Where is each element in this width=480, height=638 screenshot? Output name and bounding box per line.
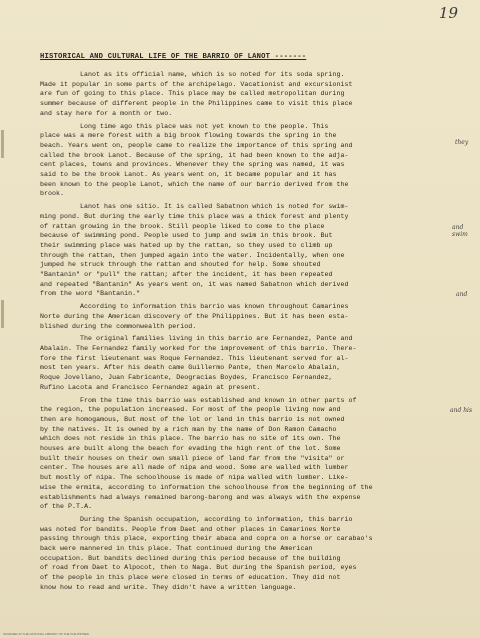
text-line: Lanot as its official name, which is so noted for its soda spring.: [80, 71, 345, 78]
text-line: Abalain. The Fernandez family worked for the improvement of this barrio. There-: [40, 344, 357, 352]
text-line: brook.: [40, 190, 65, 198]
margin-note: and: [456, 291, 468, 298]
paragraph: [40, 396, 476, 512]
paragraph: [40, 122, 476, 200]
text-line: Lanot has one sitio. It is called Sabatnon which is noted for swim-: [80, 203, 349, 211]
text-line: According to information this barrio was known throughout Camarines: [80, 303, 349, 311]
text-line: because of swimming pond. People used to jump and swim in this brook. But: [40, 232, 333, 240]
text-line: Roque Jovellano, Juan Fabricante, Deogracias Boydes, Francisco Fernandez,: [40, 374, 333, 382]
document-body: [40, 70, 476, 596]
text-line: most ten years. After his death came Guillermo Pante, then Marcelo Abalain,: [40, 364, 341, 372]
paragraph: [40, 515, 476, 593]
text-line: by the natives. It is owned by a rich man by the name of Don Ramon Camacho: [40, 425, 337, 433]
text-line: jumped he struck through the rattan and shouted for help. Some shouted: [40, 261, 321, 269]
text-line: of road from Daet to Alpocot, then to Naga. But during the Spanish period, eyes: [40, 564, 357, 572]
text-line: wise the ermita, according to information the schoolhouse from the beginning of the: [40, 483, 373, 491]
text-line: summer because of different people in the Philippines came to visit this place: [40, 100, 353, 108]
text-line: beach. Years went on, people came to realize the importance of this spring and: [40, 141, 353, 149]
margin-note: and his: [450, 407, 473, 414]
text-line: their swimming place was hated up by the rattan, so they used to climb up: [40, 241, 333, 249]
scan-footer: SCANNED AT THE NATIONAL LIBRARY OF THE PHILIPPINES: [3, 632, 89, 636]
text-line: Rufino Lacota and Francisco Fernandez again at present.: [40, 383, 261, 391]
text-line: "Bantanin" or "pull" the rattan; after the incident, it has been repeated: [40, 271, 333, 279]
text-line: fore the first lieutenant was Roque Fernandez. This lieutenant served for al-: [40, 354, 349, 362]
text-line: back were mannered in this place. That continued during the American: [40, 545, 313, 553]
text-line: houses are built along the beach for evading the high rent of the lot. Some: [40, 445, 341, 453]
text-line: which does not reside in this place. The barrio has no site of its own. The: [40, 435, 341, 443]
paragraph: [40, 302, 476, 331]
text-line: of the people in this place were closed in terms of education. They did not: [40, 574, 341, 582]
scan-edge-mark: [1, 130, 4, 158]
text-line: and stay here for a month or two.: [40, 109, 173, 117]
text-line: From the time this barrio was established and known in other parts of: [80, 396, 357, 404]
text-line: The original families living in this barrio are Fernandez, Pante and: [80, 335, 353, 343]
text-line: but mostly of nipa. The schoolhouse is made of nipa walled with lumber. Like-: [40, 474, 349, 482]
text-line: said to be the brook Lanot. As years went on, it became popular and it has: [40, 171, 337, 179]
text-line: center. The houses are all made of nipa and wood. Some are walled with lumber: [40, 464, 349, 472]
page-number: 19: [438, 4, 458, 22]
text-line: Long time ago this place was not yet known to the people. This: [80, 122, 329, 130]
text-line: ming pond. But during the early time this place was a thick forest and plenty: [40, 212, 349, 220]
text-line: place was a mere forest with a big brook flowing towards the spring in the: [40, 132, 337, 140]
text-line: and repeated "Bantanin" As years went on, it was named Sabatnon which derived: [40, 280, 349, 288]
text-line: through the rattan, then jumped again into the water. Incidentally, when one: [40, 251, 345, 259]
text-line: establishments had always remained barong-barong and was always with the expense: [40, 493, 361, 501]
text-line: been known to the people Lanot, which the name of our barrio derived from the: [40, 180, 349, 188]
text-line: Made it popular in some parts of the archipelago. Vacationist and excursionist: [40, 80, 353, 88]
text-line: called the brook Lanot. Because of the spring, it had been known to the adja-: [40, 151, 349, 159]
text-line: blished during the commonwealth period.: [40, 322, 197, 330]
text-line: then are homogamous, But most of the lot or land in this barrio is not owned: [40, 415, 345, 423]
paragraph: [40, 334, 476, 392]
text-line: passing through this place, exporting their abaca and copra on a horse or carabao's: [40, 535, 373, 543]
text-line: During the Spanish occupation, according to information, this barrio: [80, 515, 353, 523]
text-line: the region, the population increased. For most of the people living now and: [40, 406, 341, 414]
text-line: was noted for bandits. People from Daet and other places in Camarines Norte: [40, 525, 341, 533]
paragraph: [40, 202, 476, 299]
text-line: are fun of going to this place. This place may be called metropolitan during: [40, 90, 345, 98]
margin-note: they: [455, 139, 469, 146]
scan-edge-mark: [1, 300, 4, 328]
document-title: HISTORICAL AND CULTURAL LIFE OF THE BARRIO OF LANOT -------: [40, 53, 307, 61]
paragraph: [40, 70, 476, 119]
margin-note: and swim: [452, 224, 468, 238]
text-line: Norte during the American discovery of the Philippines. But it has been esta-: [40, 312, 349, 320]
text-line: cent places, towns and provinces. Whenever they the spring was named, it was: [40, 161, 345, 169]
text-line: of rattan growing in the brook. Still people liked to come to the place: [40, 222, 325, 230]
text-line: of the P.T.A.: [40, 503, 93, 511]
text-line: occupation. But bandits declined during this period because of the building: [40, 554, 341, 562]
text-line: built their houses on their own small piece of land far from the "visita" or: [40, 454, 345, 462]
text-line: know how to read and write. They didn't have a written language.: [40, 583, 297, 591]
text-line: from the word "Bantanin.": [40, 290, 141, 298]
